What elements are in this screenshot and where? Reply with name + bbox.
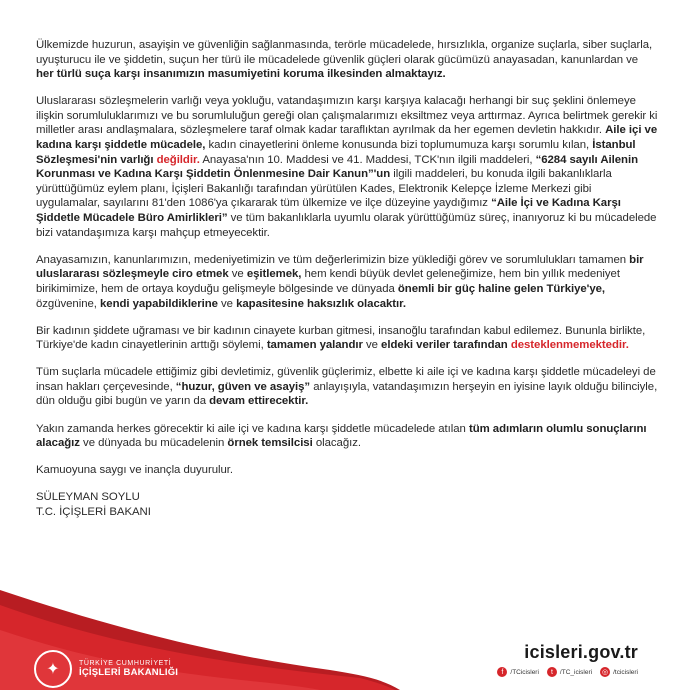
emphasis-text: bir uluslararası sözleşmeyle ciro etmek [36,253,644,281]
emphasis-text: “Aile İçi ve Kadına Karşı Şiddetle Mücadele Büro Amirlikleri” [36,197,621,225]
body-text: Kamuoyuna saygı ve inançla duyurulur. [36,464,233,477]
body-text: Anayasa'nın 10. Maddesi ve 41. Maddesi, TCK'nın ilgili maddeleri, [199,153,536,166]
body-text: anlayışıyla, vatandaşımızın herşeyin en iyisine layık olduğu bilinciyle, dün olduğu gibi bugün ve yarın da [36,380,658,408]
body-text: Tüm suçlarla mücadele ettiğimiz gibi devletimiz, güvenlik güçlerimiz, elbette ki aile içi ve kadına karşı şiddetle mücadeleyi de insan hakları çerçevesinde, [36,366,656,393]
emphasis-text: tüm adımların olumlu sonuçlarını alacağız [36,422,647,450]
paragraph-5 [36,365,658,409]
ministry-emblem-icon: ✦ [34,650,72,688]
signature-block [36,490,658,519]
emphasis-text: kendi yapabildiklerine [100,297,218,310]
website-link[interactable]: icisleri.gov.tr [524,642,638,662]
paragraph-4 [36,324,658,353]
instagram-icon: ◎ [602,669,609,676]
social-links [497,667,638,677]
facebook-icon: f [497,667,507,677]
emphasis-text: desteklenmemektedir. [510,339,629,352]
paragraph-2 [36,94,658,240]
instagram-handle: /tcicisleri [613,668,638,676]
social-instagram[interactable] [600,667,638,677]
social-twitter[interactable] [547,667,592,677]
body-text: Ülkemizde huzurun, asayişin ve güvenliğin sağlanmasında, terörle mücadelede, hırsızlıkla, organize suçlarla, siber suçlarla, uyuşturucu ile ve şiddetin, suçun her türü ile mücadelede güvenlik güçleri olarak gücümüzü anayasadan, kanunlardan ve [36,39,653,66]
body-text: Uluslararası sözleşmelerin varlığı veya yokluğu, vatandaşımızın karşı karşıya kalacağı herhangi bir suç şeklini önlemeye ilişkin sorumluluklarımızı ve bu sorumluluğun gereği olan çalışmalarımızı eksiltmez veya arttırmaz. Ayrıca belirtmek gerekir ki milletler arası andlaşmalara, sözleşmelere taraf olmak kadar taraflıktan ayrılmak da her egemen devletin hakkıdır. [36,95,658,137]
emphasis-text: her türlü suça karşı insanımızın masumiyetini koruma ilkesinden almaktayız. [36,68,446,81]
emphasis-text: kapasitesine haksızlık olacaktır. [236,297,407,310]
emphasis-text: İstanbul Sözleşmesi'nin varlığı [36,139,636,166]
emphasis-text: değildir. [156,153,200,166]
facebook-handle: /TCicisleri [510,668,539,676]
emphasis-text: eşitlemek, [246,268,302,281]
emphasis-text: “6284 sayılı Ailenin Korunması ve Kadına Karşı Şiddetin Önlenmesine Dair Kanun”'un [36,153,638,181]
signatory-name: SÜLEYMAN SOYLU [36,491,140,504]
twitter-icon: t [547,667,557,677]
social-facebook[interactable] [497,667,539,677]
press-release-body [36,38,658,520]
ministry-logo [34,650,178,688]
emphasis-text: “huzur, güven ve asayiş” [175,380,311,393]
body-text: ve dünyada bu mücadelenin [79,437,228,450]
paragraph-6 [36,422,658,451]
emphasis-text: eldeki veriler tarafından [381,339,508,352]
paragraph-7 [36,463,658,478]
twitter-handle: /TC_icisleri [559,668,593,676]
logo-line-2: İÇİŞLERİ BAKANLIĞI [79,667,179,678]
body-text: ve tüm bakanlıklarla uyumlu olarak yürüttüğümüz süreç, inanıyoruz ki bu mücadelede bizi vatandaşımıza karşı mahçup etmeyecektir. [36,212,657,239]
emphasis-text: örnek temsilcisi [227,437,313,450]
body-text: ilgili maddeleri, bu konuda ilgili bakanlıklarla yürüttüğümüz eylem planı, İçişleri Bakanlığı tarafından yürütülen Kades, Elektronik Kelepçe İzleme Merkezi gibi uygulamalar, sayılarını 81'den 1086'ya çıkararak tüm ülkemize ve ilçe düzeyine yaydığımız [36,168,612,210]
emphasis-text: Aile içi ve kadına karşı şiddetle mücadele, [36,124,658,152]
body-text: Bir kadının şiddete uğraması ve bir kadının cinayete kurban gitmesi, insanoğlu tarafından kabul edilemez. Bununla birlikte, Türkiye'de kadın cinayetlerinin arttığı söylemi, [36,324,646,352]
body-text: ve [217,297,237,310]
paragraph-3 [36,253,658,311]
paragraph-1 [36,38,658,82]
logo-line-1: TÜRKİYE CUMHURİYETİ [79,660,172,667]
body-text: ve [228,268,247,281]
body-text: ve [362,339,382,352]
body-text: özgüvenine, [36,297,100,310]
emphasis-text: devam ettirecektir. [209,395,309,408]
paragraph-list [36,38,658,478]
emphasis-text: tamamen yalandır [266,339,363,352]
body-text: Anayasamızın, kanunlarımızın, medeniyetimizin ve tüm değerlerimizin bize yüklediği görev ve sorumlulukları tamamen [36,253,630,266]
emphasis-text: önemli bir güç haline gelen Türkiye'ye, [397,282,606,295]
signatory-title: T.C. İÇİŞLERİ BAKANI [36,505,151,518]
body-text: Yakın zamanda herkes görecektir ki aile içi ve kadına karşı şiddetle mücadelede atılan [36,422,469,435]
body-text: kadın cinayetlerini önleme konusunda bizi toplumumuza karşı sorumlu kılan, [205,139,593,152]
body-text: olacağız. [312,437,361,450]
body-text: hem kendi büyük devlet geleneğimize, hem bin yıllık medeniyet birikimimize, hem de ortaya koyduğu gelişmeyle bölgesinde ve dünyada [36,268,620,295]
